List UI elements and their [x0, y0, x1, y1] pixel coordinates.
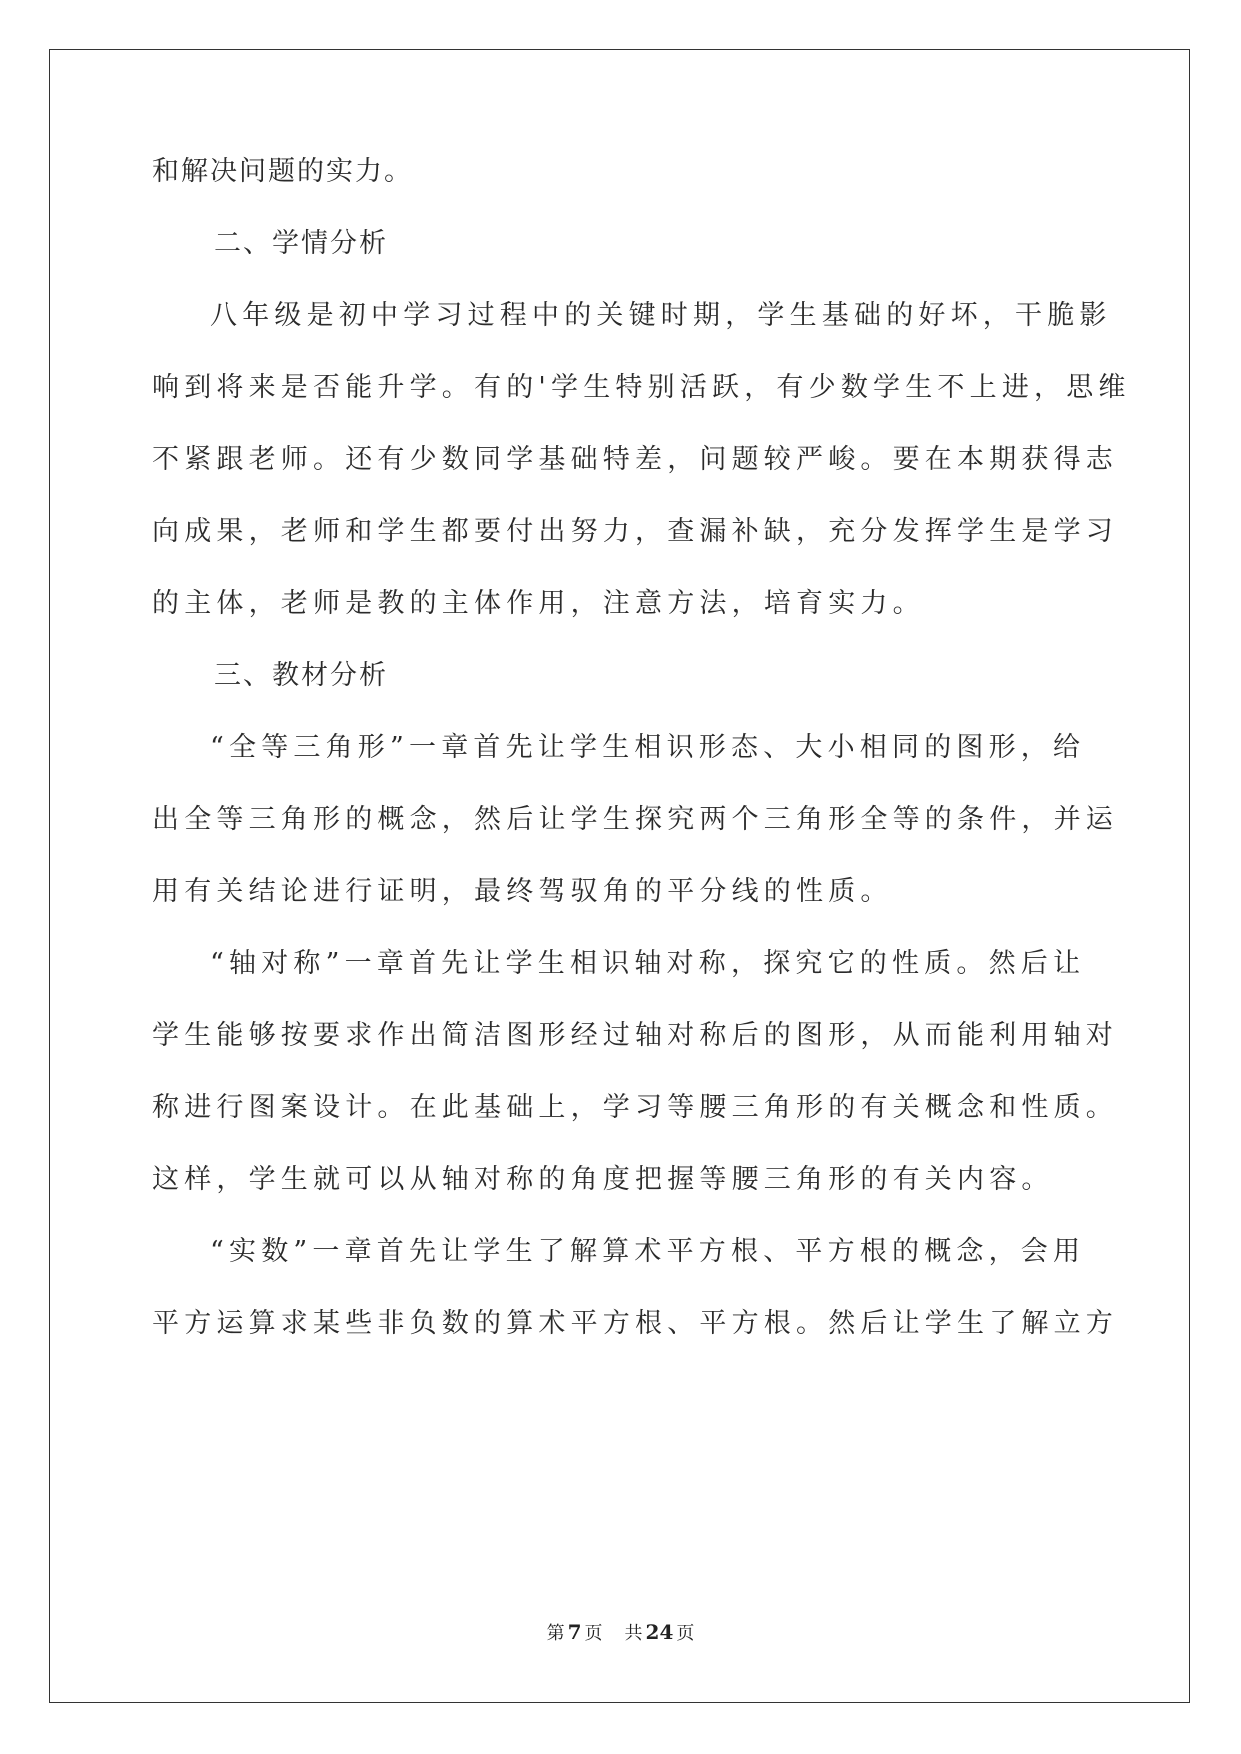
total-pages: 24 — [645, 1620, 674, 1644]
paragraph-line: 平方运算求某些非负数的算术平方根、平方根。然后让学生了解立方 — [152, 1308, 1118, 1339]
total-suffix: 页 — [676, 1623, 695, 1644]
paragraph-line: 八年级是初中学习过程中的关键时期，学生基础的好坏，干脆影 — [210, 300, 1112, 331]
page-footer — [0, 1620, 1241, 1646]
paragraph-line: 不紧跟老师。还有少数同学基础特差，问题较严峻。要在本期获得志 — [152, 444, 1118, 475]
paragraph-line: “实数”一章首先让学生了解算术平方根、平方根的概念，会用 — [210, 1236, 1086, 1267]
paragraph-line: “轴对称”一章首先让学生相识轴对称，探究它的性质。然后让 — [210, 948, 1086, 979]
page-suffix: 页 — [584, 1623, 603, 1644]
paragraph-line: 出全等三角形的概念，然后让学生探究两个三角形全等的条件，并运 — [152, 804, 1118, 835]
paragraph-line: 这样，学生就可以从轴对称的角度把握等腰三角形的有关内容。 — [152, 1164, 1054, 1195]
paragraph-line: 和解决问题的实力。 — [152, 156, 413, 187]
section-heading: 二、学情分析 — [214, 228, 388, 259]
paragraph-line: 用有关结论进行证明，最终驾驭角的平分线的性质。 — [152, 876, 893, 907]
paragraph-line: 响到将来是否能升学。有的'学生特别活跃，有少数学生不上进，思维 — [152, 372, 1131, 403]
section-heading: 三、教材分析 — [214, 660, 388, 691]
paragraph-line: “全等三角形”一章首先让学生相识形态、大小相同的图形，给 — [210, 732, 1086, 763]
paragraph-line: 学生能够按要求作出简洁图形经过轴对称后的图形，从而能利用轴对 — [152, 1020, 1118, 1051]
paragraph-line: 的主体，老师是教的主体作用，注意方法，培育实力。 — [152, 588, 925, 619]
page-prefix: 第 — [546, 1623, 565, 1644]
page-number: 7 — [567, 1620, 582, 1644]
paragraph-line: 称进行图案设计。在此基础上，学习等腰三角形的有关概念和性质。 — [152, 1092, 1118, 1123]
total-prefix: 共 — [624, 1623, 643, 1644]
paragraph-line: 向成果，老师和学生都要付出努力，查漏补缺，充分发挥学生是学习 — [152, 516, 1118, 547]
